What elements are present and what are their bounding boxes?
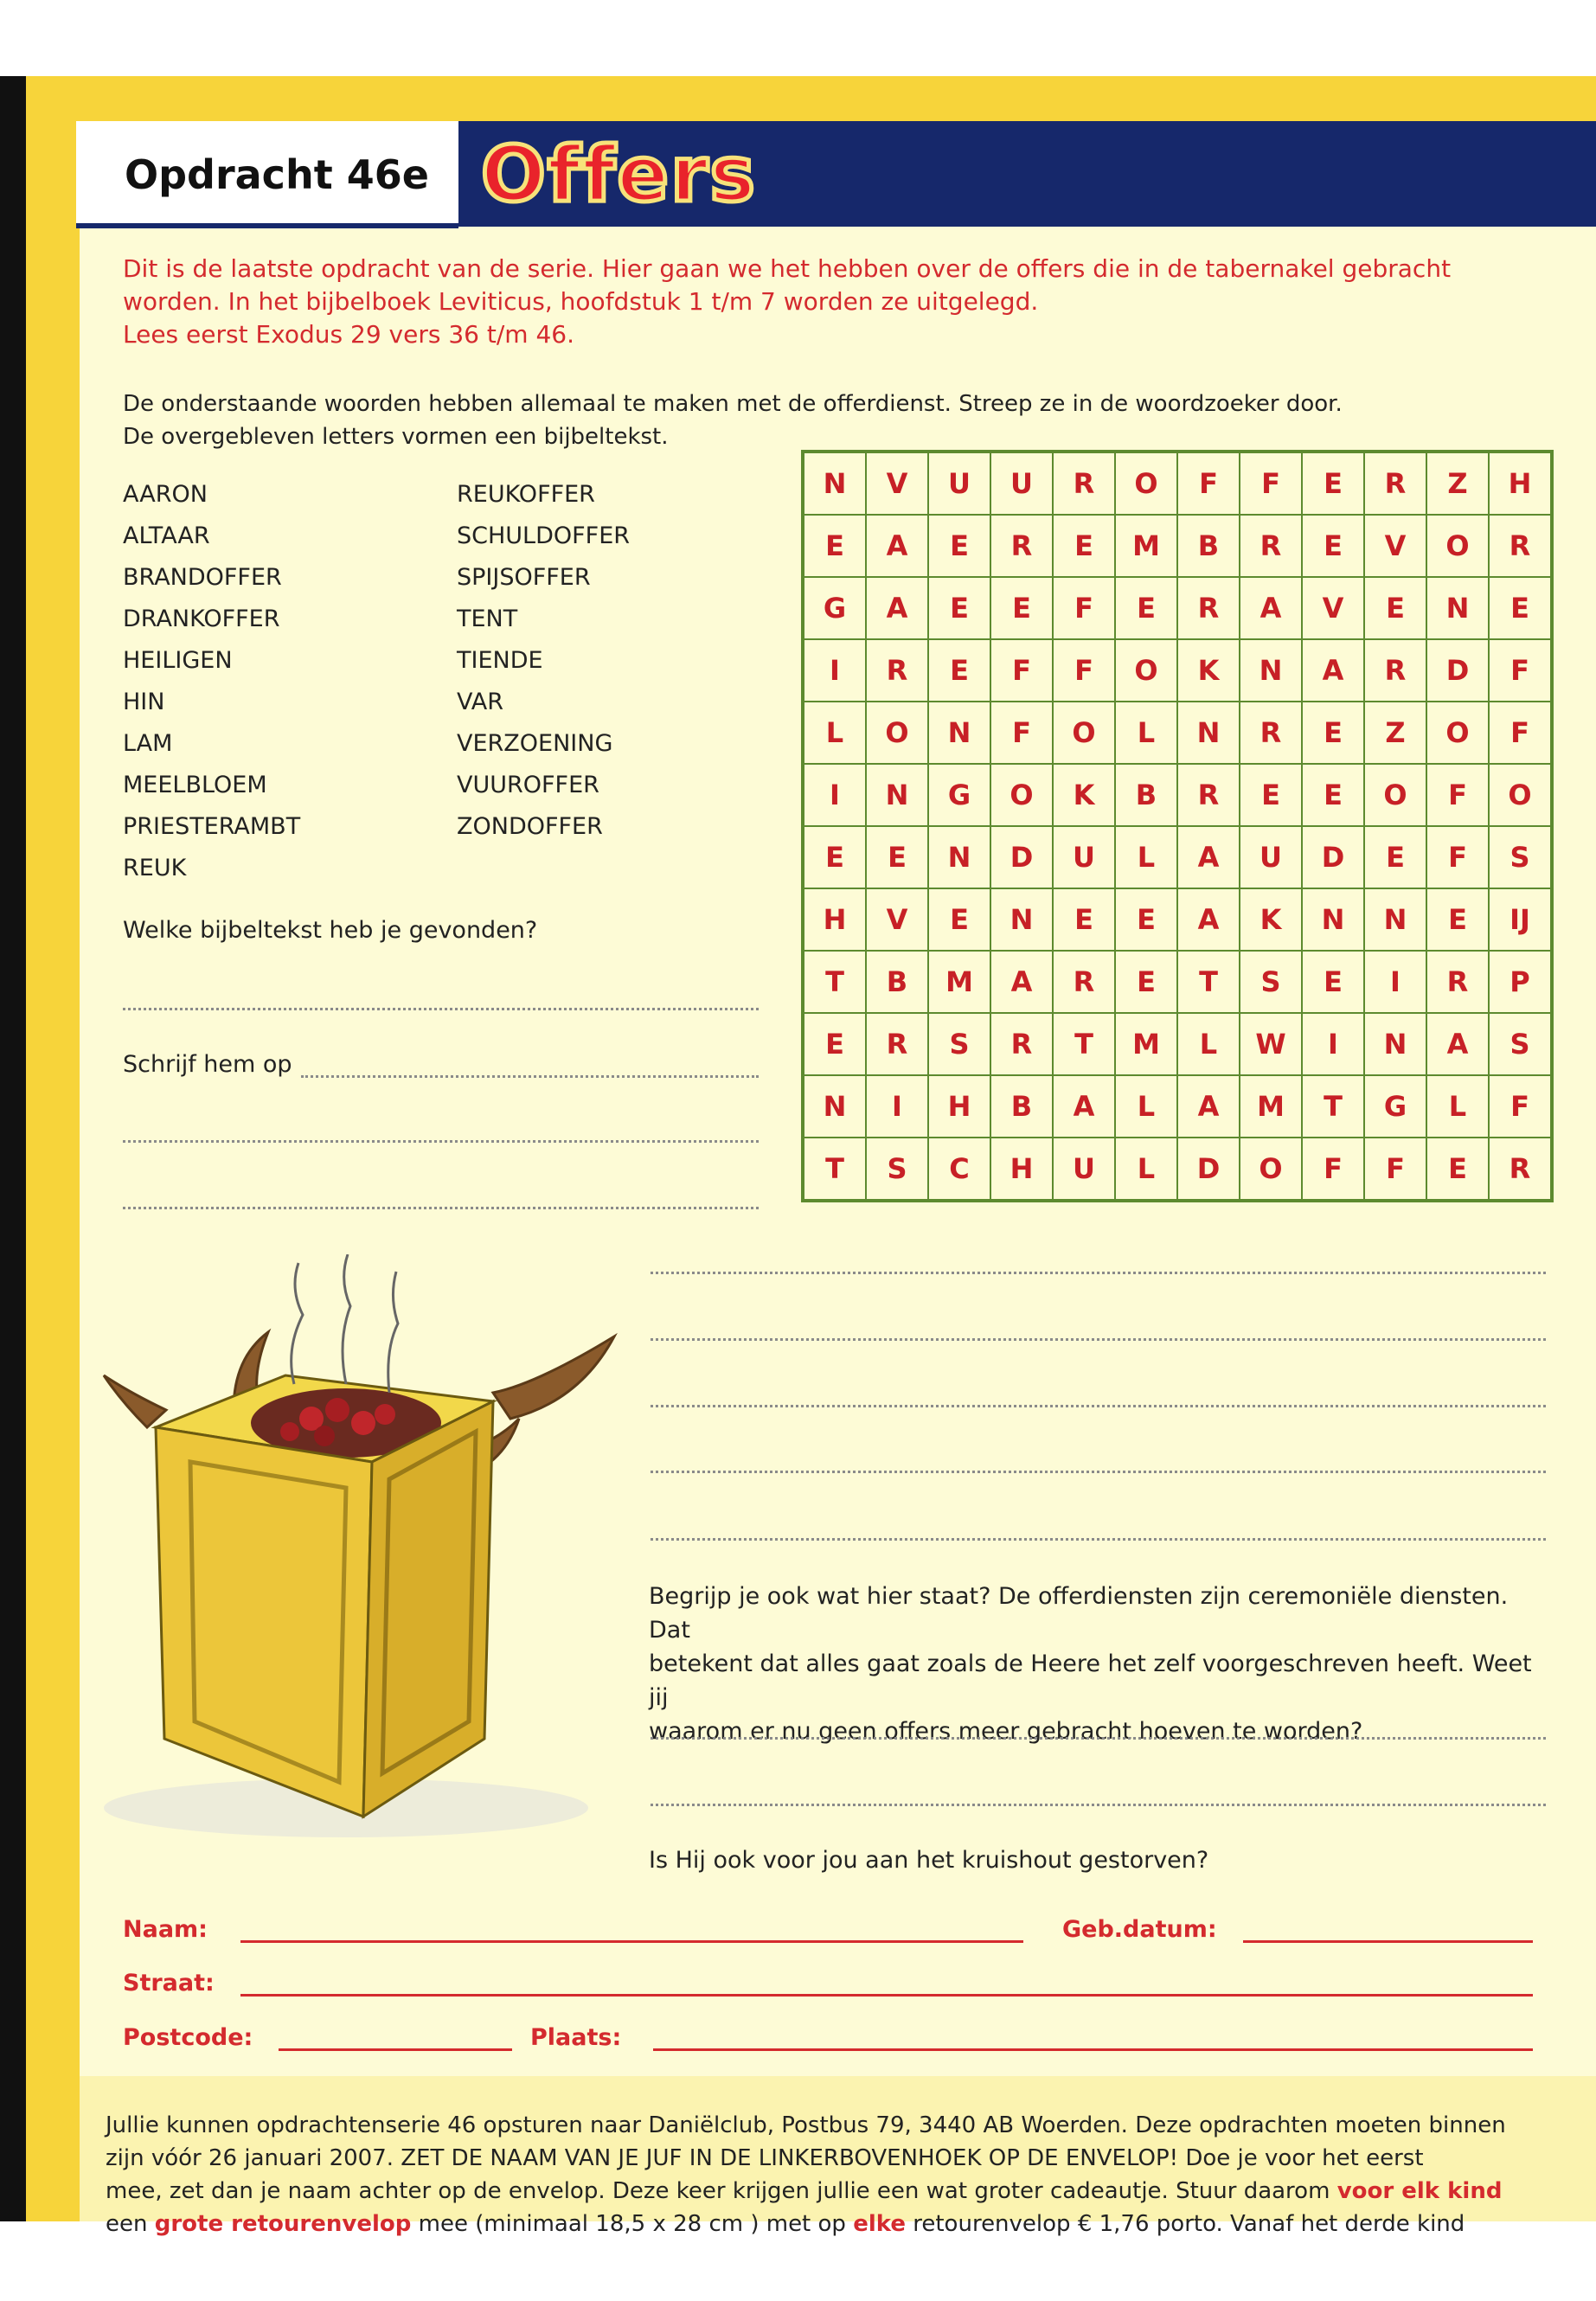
- reflection-line: Begrijp je ook wat hier staat? De offerdiensten zijn ceremoniële diensten. Dat: [649, 1583, 1509, 1644]
- grid-cell[interactable]: F: [1053, 639, 1115, 702]
- grid-cell[interactable]: R: [866, 1013, 928, 1075]
- grid-cell[interactable]: T: [1302, 1075, 1364, 1138]
- grid-cell[interactable]: E: [1115, 577, 1177, 639]
- word-item: AARON: [123, 481, 208, 508]
- grid-cell[interactable]: N: [1364, 1013, 1426, 1075]
- grid-cell[interactable]: G: [1364, 1075, 1426, 1138]
- grid-cell[interactable]: I: [1302, 1013, 1364, 1075]
- grid-cell[interactable]: R: [1177, 577, 1240, 639]
- grid-cell[interactable]: O: [1115, 452, 1177, 515]
- grid-cell[interactable]: E: [804, 515, 866, 577]
- grid-cell[interactable]: U: [1053, 826, 1115, 888]
- footer-line: Jullie kunnen opdrachtenserie 46 opsturen naar Daniëlclub, Postbus 79, 3440 AB Woerden. Deze opdrachten moeten binnen: [106, 2112, 1506, 2138]
- grid-cell[interactable]: U: [990, 452, 1053, 515]
- grid-cell[interactable]: T: [1053, 1013, 1115, 1075]
- word-item: VAR: [457, 689, 503, 715]
- grid-cell[interactable]: V: [1302, 577, 1364, 639]
- grid-cell[interactable]: U: [1053, 1138, 1115, 1200]
- grid-cell[interactable]: N: [804, 452, 866, 515]
- grid-cell[interactable]: F: [1489, 1075, 1551, 1138]
- grid-cell[interactable]: IJ: [1489, 888, 1551, 951]
- answer-line[interactable]: [651, 1272, 1546, 1274]
- grid-cell[interactable]: E: [804, 826, 866, 888]
- grid-cell[interactable]: T: [804, 1138, 866, 1200]
- word-item: REUKOFFER: [457, 481, 595, 508]
- grid-cell[interactable]: F: [990, 639, 1053, 702]
- grid-cell[interactable]: E: [1053, 888, 1115, 951]
- grid-cell[interactable]: M: [928, 951, 990, 1013]
- grid-cell[interactable]: N: [1364, 888, 1426, 951]
- word-item: BRANDOFFER: [123, 564, 282, 591]
- grid-cell[interactable]: L: [1115, 1138, 1177, 1200]
- grid-cell[interactable]: F: [990, 702, 1053, 764]
- grid-cell[interactable]: A: [1177, 888, 1240, 951]
- grid-cell[interactable]: O: [990, 764, 1053, 826]
- grid-cell[interactable]: S: [1489, 1013, 1551, 1075]
- footer-text: mee, zet dan je naam achter op de envelop. Deze keer krijgen jullie een wat groter cadeautje. Stuur daarom: [106, 2178, 1330, 2204]
- grid-cell[interactable]: O: [866, 702, 928, 764]
- answer-line[interactable]: [651, 1737, 1546, 1740]
- word-list-column-1: [123, 474, 434, 889]
- grid-cell[interactable]: H: [928, 1075, 990, 1138]
- grid-cell[interactable]: E: [928, 888, 990, 951]
- grid-cell[interactable]: L: [804, 702, 866, 764]
- grid-cell[interactable]: A: [866, 515, 928, 577]
- answer-line[interactable]: [651, 1538, 1546, 1541]
- grid-cell[interactable]: R: [1489, 515, 1551, 577]
- grid-cell[interactable]: F: [1053, 577, 1115, 639]
- grid-cell[interactable]: E: [1302, 452, 1364, 515]
- grid-cell[interactable]: E: [1364, 577, 1426, 639]
- instructions: [123, 388, 1438, 453]
- grid-cell[interactable]: O: [1364, 764, 1426, 826]
- grid-cell[interactable]: U: [1240, 826, 1302, 888]
- intro-line: Dit is de laatste opdracht van de serie. Hier gaan we het hebben over de offers die in de tabernakel gebracht: [123, 254, 1452, 283]
- grid-cell[interactable]: E: [1426, 888, 1489, 951]
- word-item: VUUROFFER: [457, 772, 599, 798]
- grid-cell[interactable]: S: [928, 1013, 990, 1075]
- grid-cell[interactable]: R: [990, 515, 1053, 577]
- question-write: [123, 1051, 292, 1078]
- grid-cell[interactable]: H: [804, 888, 866, 951]
- grid-cell[interactable]: H: [990, 1138, 1053, 1200]
- grid-cell[interactable]: S: [866, 1138, 928, 1200]
- write-label: Schrijf hem op: [123, 1051, 292, 1078]
- grid-cell[interactable]: E: [1302, 515, 1364, 577]
- grid-cell[interactable]: H: [1489, 452, 1551, 515]
- grid-cell[interactable]: A: [1426, 1013, 1489, 1075]
- grid-cell[interactable]: V: [1364, 515, 1426, 577]
- word-item: TENT: [457, 606, 518, 632]
- footer-emphasis: grote retourenvelop: [154, 2211, 412, 2237]
- grid-cell[interactable]: R: [1053, 452, 1115, 515]
- grid-cell[interactable]: B: [990, 1075, 1053, 1138]
- grid-cell[interactable]: E: [1489, 577, 1551, 639]
- grid-cell[interactable]: F: [1489, 639, 1551, 702]
- name-label: Naam:: [123, 1916, 208, 1943]
- word-item: REUK: [123, 855, 187, 881]
- grid-cell[interactable]: F: [1426, 764, 1489, 826]
- grid-cell[interactable]: N: [804, 1075, 866, 1138]
- answer-line[interactable]: [651, 1471, 1546, 1473]
- grid-cell[interactable]: E: [1302, 764, 1364, 826]
- grid-cell[interactable]: F: [1302, 1138, 1364, 1200]
- answer-line[interactable]: [123, 1207, 759, 1209]
- grid-cell[interactable]: L: [1115, 1075, 1177, 1138]
- word-item: ALTAAR: [123, 522, 210, 549]
- grid-cell[interactable]: E: [1240, 764, 1302, 826]
- grid-cell[interactable]: O: [1426, 702, 1489, 764]
- grid-cell[interactable]: N: [928, 702, 990, 764]
- word-item: HIN: [123, 689, 165, 715]
- instruction-line: De onderstaande woorden hebben allemaal te maken met de offerdienst. Streep ze in de woordzoeker door.: [123, 391, 1343, 417]
- grid-cell[interactable]: D: [990, 826, 1053, 888]
- reflection-line: waarom er nu geen offers meer gebracht hoeven te worden?: [649, 1718, 1363, 1745]
- place-field[interactable]: [653, 2048, 1533, 2051]
- footer-line: [106, 2175, 1567, 2208]
- grid-cell[interactable]: F: [1426, 826, 1489, 888]
- grid-cell[interactable]: O: [1115, 639, 1177, 702]
- grid-cell[interactable]: B: [866, 951, 928, 1013]
- footer-emphasis: voor elk kind: [1336, 2178, 1503, 2204]
- grid-cell[interactable]: E: [1115, 888, 1177, 951]
- grid-cell[interactable]: R: [1240, 702, 1302, 764]
- grid-cell[interactable]: N: [1177, 702, 1240, 764]
- answer-line[interactable]: [301, 1075, 759, 1078]
- grid-cell[interactable]: D: [1177, 1138, 1240, 1200]
- footer-instructions: [106, 2109, 1567, 2240]
- grid-cell[interactable]: K: [1053, 764, 1115, 826]
- grid-cell[interactable]: F: [1489, 702, 1551, 764]
- grid-cell[interactable]: N: [1426, 577, 1489, 639]
- grid-cell[interactable]: E: [1302, 702, 1364, 764]
- grid-cell[interactable]: R: [1364, 452, 1426, 515]
- grid-cell[interactable]: R: [1364, 639, 1426, 702]
- grid-cell[interactable]: S: [1240, 951, 1302, 1013]
- grid-cell[interactable]: U: [928, 452, 990, 515]
- grid-cell[interactable]: A: [1177, 1075, 1240, 1138]
- altar-illustration: [87, 1254, 623, 1860]
- grid-cell[interactable]: R: [1489, 1138, 1551, 1200]
- grid-cell[interactable]: D: [1302, 826, 1364, 888]
- grid-cell[interactable]: R: [990, 1013, 1053, 1075]
- word-item: SPIJSOFFER: [457, 564, 591, 591]
- postcode-field[interactable]: [279, 2048, 512, 2051]
- grid-cell[interactable]: L: [1115, 702, 1177, 764]
- grid-cell[interactable]: T: [804, 951, 866, 1013]
- name-field[interactable]: [240, 1940, 1023, 1943]
- grid-cell[interactable]: R: [1240, 515, 1302, 577]
- instruction-line: De overgebleven letters vormen een bijbeltekst.: [123, 424, 669, 450]
- grid-cell[interactable]: F: [1240, 452, 1302, 515]
- footer-text: een: [106, 2211, 148, 2237]
- intro-text: [123, 253, 1542, 351]
- word-item: SCHULDOFFER: [457, 522, 631, 549]
- grid-cell[interactable]: R: [1053, 951, 1115, 1013]
- footer-emphasis: elke: [853, 2211, 906, 2237]
- grid-cell[interactable]: N: [928, 826, 990, 888]
- question-found: Welke bijbeltekst heb je gevonden?: [123, 917, 538, 944]
- grid-cell[interactable]: R: [1426, 951, 1489, 1013]
- grid-cell[interactable]: O: [1240, 1138, 1302, 1200]
- grid-cell[interactable]: M: [1240, 1075, 1302, 1138]
- grid-cell[interactable]: V: [866, 452, 928, 515]
- grid-cell[interactable]: A: [866, 577, 928, 639]
- grid-cell[interactable]: I: [1364, 951, 1426, 1013]
- answer-line[interactable]: [123, 1008, 759, 1010]
- grid-cell[interactable]: F: [1177, 452, 1240, 515]
- postcode-label: Postcode:: [123, 2024, 253, 2051]
- grid-cell[interactable]: L: [1426, 1075, 1489, 1138]
- grid-cell[interactable]: I: [804, 639, 866, 702]
- grid-cell[interactable]: D: [1426, 639, 1489, 702]
- word-item: VERZOENING: [457, 730, 613, 757]
- word-search-grid: [801, 450, 1554, 1202]
- page-title: Offers: [481, 130, 757, 219]
- grid-cell[interactable]: E: [928, 577, 990, 639]
- grid-cell[interactable]: M: [1115, 1013, 1177, 1075]
- grid-cell[interactable]: E: [928, 515, 990, 577]
- grid-cell[interactable]: E: [990, 577, 1053, 639]
- intro-line: worden. In het bijbelboek Leviticus, hoofdstuk 1 t/m 7 worden ze uitgelegd.: [123, 287, 1039, 316]
- word-item: MEELBLOEM: [123, 772, 267, 798]
- word-list-column-2: [457, 474, 768, 848]
- assignment-label: Opdracht 46e: [125, 151, 429, 198]
- grid-cell[interactable]: I: [866, 1075, 928, 1138]
- grid-cell[interactable]: F: [1364, 1138, 1426, 1200]
- grid-cell[interactable]: E: [866, 826, 928, 888]
- grid-cell[interactable]: A: [1053, 1075, 1115, 1138]
- word-item: LAM: [123, 730, 173, 757]
- left-edge-bar: [0, 76, 26, 2221]
- grid-cell[interactable]: N: [866, 764, 928, 826]
- birthdate-label: Geb.datum:: [1062, 1916, 1217, 1943]
- grid-cell[interactable]: O: [1426, 515, 1489, 577]
- grid-cell[interactable]: K: [1240, 888, 1302, 951]
- grid-cell[interactable]: O: [1489, 764, 1551, 826]
- grid-cell[interactable]: T: [1177, 951, 1240, 1013]
- grid-cell[interactable]: I: [804, 764, 866, 826]
- answer-line[interactable]: [651, 1338, 1546, 1341]
- word-item: PRIESTERAMBT: [123, 813, 301, 840]
- grid-cell[interactable]: S: [1489, 826, 1551, 888]
- grid-cell[interactable]: N: [1240, 639, 1302, 702]
- grid-cell[interactable]: L: [1177, 1013, 1240, 1075]
- grid-cell[interactable]: A: [1240, 577, 1302, 639]
- word-item: ZONDOFFER: [457, 813, 603, 840]
- answer-line[interactable]: [651, 1405, 1546, 1407]
- street-label: Straat:: [123, 1970, 215, 1997]
- grid-cell[interactable]: G: [804, 577, 866, 639]
- grid-cell[interactable]: M: [1115, 515, 1177, 577]
- place-label: Plaats:: [530, 2024, 622, 2051]
- grid-cell[interactable]: Z: [1364, 702, 1426, 764]
- grid-cell[interactable]: E: [1302, 951, 1364, 1013]
- footer-text: mee (minimaal 18,5 x 28 cm ) met op: [418, 2211, 846, 2237]
- grid-cell[interactable]: W: [1240, 1013, 1302, 1075]
- grid-cell[interactable]: E: [1053, 515, 1115, 577]
- grid-cell[interactable]: B: [1177, 515, 1240, 577]
- grid-cell[interactable]: E: [804, 1013, 866, 1075]
- answer-line[interactable]: [123, 1140, 759, 1143]
- footer-line: [106, 2208, 1567, 2240]
- reflection-text: [649, 1580, 1553, 1748]
- grid-cell[interactable]: E: [1426, 1138, 1489, 1200]
- street-field[interactable]: [240, 1994, 1533, 1997]
- grid-cell[interactable]: N: [1302, 888, 1364, 951]
- grid-cell[interactable]: R: [866, 639, 928, 702]
- grid-cell[interactable]: A: [1302, 639, 1364, 702]
- grid-cell[interactable]: E: [928, 639, 990, 702]
- grid-cell[interactable]: E: [1364, 826, 1426, 888]
- grid-cell[interactable]: Z: [1426, 452, 1489, 515]
- grid-cell[interactable]: V: [866, 888, 928, 951]
- grid-cell[interactable]: G: [928, 764, 990, 826]
- grid-cell[interactable]: L: [1115, 826, 1177, 888]
- word-item: HEILIGEN: [123, 647, 233, 674]
- grid-cell[interactable]: A: [1177, 826, 1240, 888]
- grid-cell[interactable]: R: [1177, 764, 1240, 826]
- grid-cell[interactable]: K: [1177, 639, 1240, 702]
- word-item: TIENDE: [457, 647, 543, 674]
- question-cross: Is Hij ook voor jou aan het kruishout gestorven?: [649, 1847, 1209, 1874]
- grid-cell[interactable]: N: [990, 888, 1053, 951]
- footer-text: retourenvelop € 1,76 porto. Vanaf het derde kind: [913, 2211, 1465, 2237]
- grid-cell[interactable]: E: [1115, 951, 1177, 1013]
- answer-line[interactable]: [651, 1804, 1546, 1806]
- grid-cell[interactable]: O: [1053, 702, 1115, 764]
- grid-cell[interactable]: P: [1489, 951, 1551, 1013]
- grid-cell[interactable]: B: [1115, 764, 1177, 826]
- reflection-line: betekent dat alles gaat zoals de Heere het zelf voorgeschreven heeft. Weet jij: [649, 1650, 1532, 1711]
- birthdate-field[interactable]: [1243, 1940, 1533, 1943]
- word-item: DRANKOFFER: [123, 606, 280, 632]
- intro-line: Lees eerst Exodus 29 vers 36 t/m 46.: [123, 320, 574, 349]
- grid-cell[interactable]: C: [928, 1138, 990, 1200]
- grid-cell[interactable]: A: [990, 951, 1053, 1013]
- footer-line: zijn vóór 26 januari 2007. ZET DE NAAM VAN JE JUF IN DE LINKERBOVENHOEK OP DE ENVELOP! Doe je voor het eerst: [106, 2145, 1424, 2171]
